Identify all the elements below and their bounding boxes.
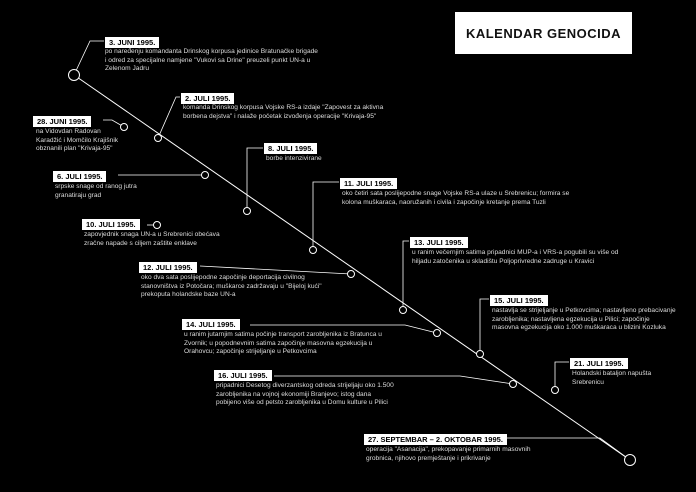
event-date-15-july: 15. JULI 1995. [490,295,548,306]
timeline-node-10 [477,351,484,358]
timeline-node-4 [244,208,251,215]
event-date-14-july: 14. JULI 1995. [182,319,240,330]
timeline-node-2 [155,135,162,142]
timeline-node-5 [154,222,161,229]
event-text-3-june: po naređenju komandanta Drinskog korpusa jedinice Bratunačke brigade i odred za specijalne namjene "Vukovi sa Drine" preuzeli punkt UN-a u Zelenom Jadru [105,48,318,73]
event-date-10-july: 10. JULI 1995. [82,219,140,230]
event-text-6-july: srpske snage od ranog jutra granatiraju grad [55,183,137,199]
connector-12 [555,362,569,390]
timeline-node-11 [510,381,517,388]
event-date-12-july: 12. JULI 1995. [139,262,197,273]
timeline-node-0 [69,70,80,81]
connector-4 [247,148,263,211]
event-text-21-july: Holandski bataljon napušta Srebrenicu [572,370,652,386]
event-date-21-july: 21. JULI 1995. [570,358,628,369]
event-date-11-july: 11. JULI 1995. [340,178,397,189]
timeline-node-7 [348,271,355,278]
connector-7 [200,266,351,274]
event-date-13-july: 13. JULI 1995. [410,237,468,248]
connector-0 [74,41,104,75]
connector-6 [313,182,339,250]
event-text-10-july: zapovjednik snaga UN-a u Srebrenici obećava zračne napade s ciljem zaštite enklave [84,231,220,247]
connector-8 [403,241,409,310]
event-date-3-june: 3. JUNI 1995. [105,37,159,48]
event-text-28-june: na Vidovdan Radovan Karadžić i Momčilo Krajišnik obznanili plan "Krivaja-95" [36,128,119,153]
connector-10 [480,299,489,354]
timeline-node-12 [552,387,559,394]
event-text-13-july: u ranim večernjim satima pripadnici MUP-a i VRS-a pogubili su više od hiljadu zatočenika u skladištu Poljoprivredne zadruge u Kravici [412,249,619,265]
event-date-6-july: 6. JULI 1995. [53,171,106,182]
timeline-node-3 [202,172,209,179]
event-text-september-october: operacija "Asanacija", prekopavanje primarnih masovnih grobnica, njihovo premještanje i prikrivanje [366,446,531,462]
timeline-node-13 [625,455,636,466]
event-date-2-july: 2. JULI 1995. [181,93,234,104]
event-text-8-july: borbe intenzivirane [266,155,322,162]
event-text-11-july: oko četiri sata poslijepodne snage Vojske RS-a ulaze u Srebrenicu; formira se kolona muškaraca, naoružanih i civila i započinje kretanje prema Tuzli [342,190,570,206]
event-text-12-july: oko dva sata poslijepodne započinje deportacija civilnog stanovništva iz Potočara; muškarce zadržavaju u "Bijeloj kući" prekoputa holandske baze UN-a [141,274,322,299]
connector-2 [158,97,180,138]
event-text-15-july: nastavlja se strijeljanje u Petkovcima; nastavljeno prebacivanje zarobljenika; nastavljena egzekucija u Pilici; započinje masovna egzekucija oko 1.000 muškaraca u blizini Kozluka [492,307,676,332]
event-text-2-july: komanda Drinskog korpusa Vojske RS-a izdaje "Zapovest za aktivna borbena dejstva" i nalaže početak izvođenja operacije "Krivaja-95" [183,104,384,120]
timeline-node-9 [434,330,441,337]
event-text-14-july: u ranim jutarnjim satima počinje transport zarobljenika iz Bratunca u Zvornik; u popodnevnim satima započinje masovna egzekucija u Orahovcu; započinje strijeljanje u Petkovcima [184,331,382,356]
event-date-8-july: 8. JULI 1995. [264,143,317,154]
page-title: KALENDAR GENOCIDA [455,12,632,54]
event-date-16-july: 16. JULI 1995. [214,370,272,381]
event-date-september-october: 27. SEPTEMBAR – 2. OKTOBAR 1995. [364,434,507,445]
event-date-28-june: 28. JUNI 1995. [33,116,91,127]
timeline-node-6 [310,247,317,254]
event-text-16-july: pripadnici Desetog diverzantskog odreda strijeljaju oko 1.500 zarobljenika na vojnoj ekonomiji Branjevo; istog dana pobijeno više od petsto zarobljenika u Domu kulture u Pilici [216,382,394,407]
timeline-node-8 [400,307,407,314]
